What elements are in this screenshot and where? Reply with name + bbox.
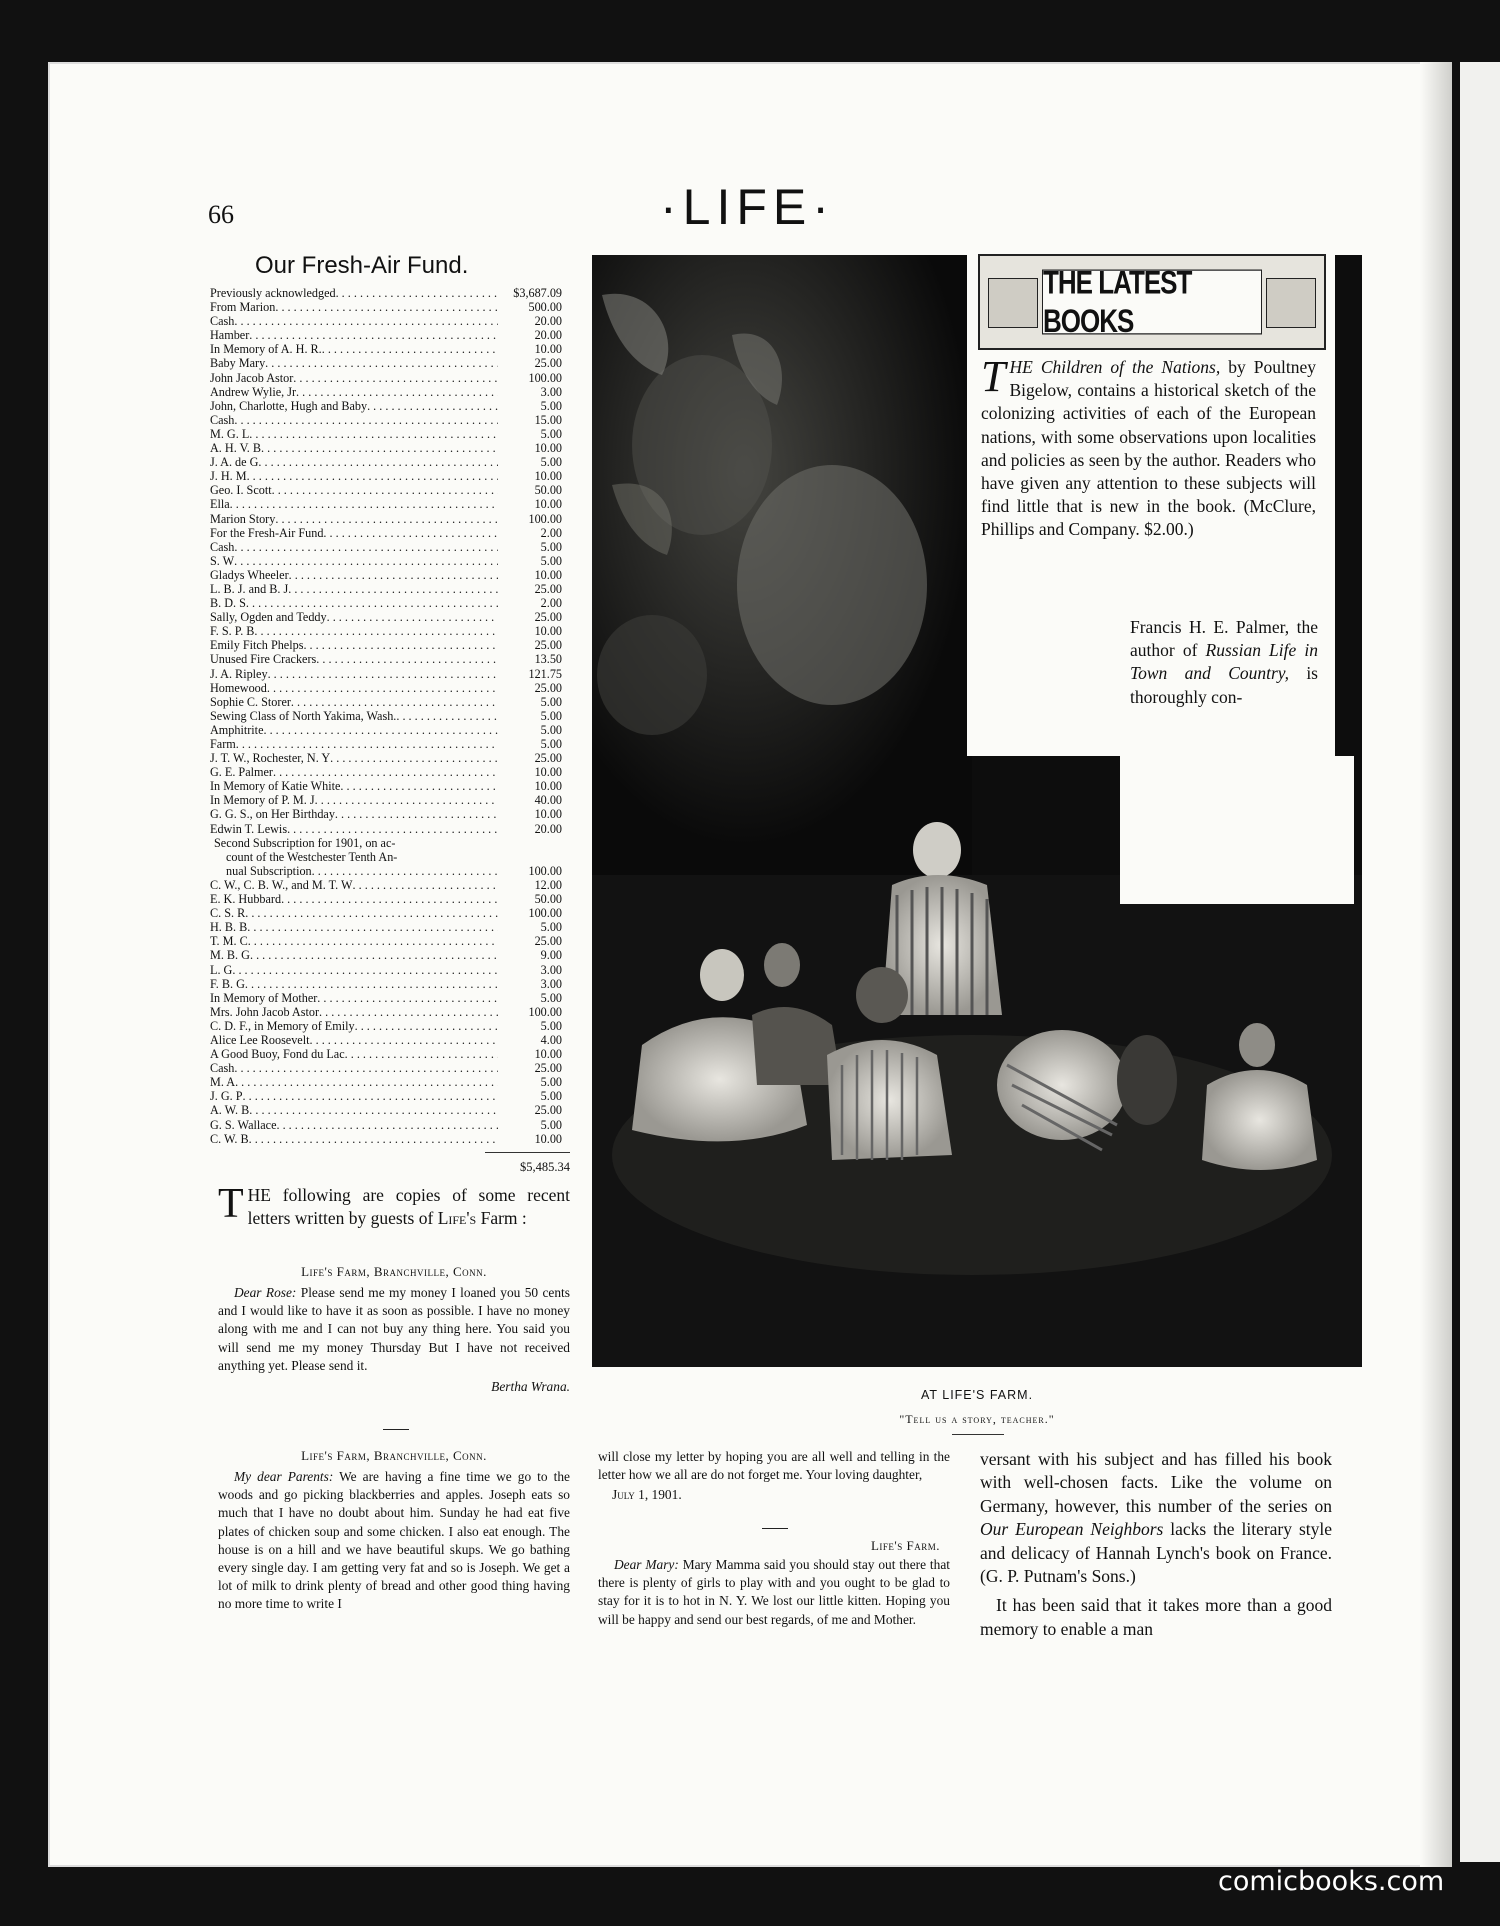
donor-name: A Good Buoy, Fond du Lac xyxy=(210,1047,345,1062)
donor-name: John Jacob Astor xyxy=(210,370,294,385)
fund-row xyxy=(210,300,562,314)
salutation: My dear Parents: xyxy=(234,1469,334,1484)
fund-row xyxy=(210,624,562,638)
donation-amount: 2.00 xyxy=(540,525,562,540)
review-text: lacks the literary style and delicacy of Hannah Lynch's book on France. (G. P. Putnam's Sons.) xyxy=(980,1519,1332,1587)
leader-dots xyxy=(249,328,498,342)
leader-dots xyxy=(258,455,498,469)
donation-amount: 12.00 xyxy=(534,877,562,892)
donor-name: B. D. S xyxy=(210,596,246,611)
leader-dots xyxy=(281,892,498,906)
fund-row xyxy=(210,934,562,948)
leader-dots xyxy=(303,638,498,652)
leader-dots xyxy=(263,723,498,737)
donation-amount: 25.00 xyxy=(534,638,562,653)
fund-row xyxy=(210,554,562,568)
letter-body xyxy=(218,1468,570,1614)
donation-amount: 25.00 xyxy=(534,581,562,596)
fund-row xyxy=(210,1047,562,1061)
review-text: is thoroughly con- xyxy=(1130,663,1318,707)
donor-name: G. G. S., on Her Birthday xyxy=(210,807,335,822)
fund-row xyxy=(210,1033,562,1047)
donor-name: Cash xyxy=(210,314,235,329)
donation-amount: 10.00 xyxy=(534,807,562,822)
fund-row xyxy=(210,342,562,356)
fund-list xyxy=(210,286,562,1146)
leader-dots xyxy=(396,709,498,723)
intro-tail: Farm : xyxy=(476,1208,527,1228)
donation-amount: 5.00 xyxy=(540,722,562,737)
fund-row xyxy=(210,314,562,328)
donation-amount: 25.00 xyxy=(534,934,562,949)
leader-dots xyxy=(296,385,498,399)
fund-row xyxy=(210,807,562,821)
donation-amount: 2.00 xyxy=(540,596,562,611)
donor-name: Farm xyxy=(210,737,236,751)
donation-amount: 5.00 xyxy=(540,737,562,751)
fund-row xyxy=(210,906,562,920)
books-column-bg xyxy=(1120,756,1354,904)
leader-dots xyxy=(336,286,498,300)
fund-row xyxy=(210,582,562,596)
fund-row xyxy=(210,737,562,751)
donation-amount: 5.00 xyxy=(540,920,562,935)
donation-amount: 5.00 xyxy=(540,990,562,1005)
leader-dots xyxy=(287,822,498,836)
donor-name: In Memory of Katie White xyxy=(210,779,341,794)
fund-row xyxy=(210,328,562,342)
fund-row xyxy=(210,681,562,695)
leader-dots xyxy=(275,512,498,526)
fund-row xyxy=(210,709,562,723)
leader-dots xyxy=(265,356,498,370)
donor-name: A. W. B xyxy=(210,1103,250,1118)
brand-life: Life's xyxy=(437,1208,477,1228)
fund-total: $5,485.34 xyxy=(520,1160,570,1174)
leader-dots xyxy=(249,1103,498,1117)
letter-text: Please send me my money I loaned you 50 cents and I would like to have it as soon as possible. I have no money along with me and I can not buy any thing here. You said you will send me my money Thursday But I have not received anything yet. Please send it. xyxy=(218,1285,570,1373)
donor-name: Sally, Ogden and Teddy xyxy=(210,610,327,625)
fund-row xyxy=(210,286,562,300)
leader-dots xyxy=(234,1061,498,1075)
donor-name: In Memory of A. H. R. xyxy=(210,342,322,357)
leader-dots xyxy=(355,1019,498,1033)
salutation: Dear Mary: xyxy=(614,1557,679,1572)
donor-name: T. M. C xyxy=(210,934,248,949)
fund-row xyxy=(210,695,562,709)
donation-amount: 50.00 xyxy=(534,483,562,498)
leader-dots xyxy=(235,1075,498,1089)
donor-name: G. S. Wallace xyxy=(210,1117,277,1132)
fund-row xyxy=(210,1103,562,1117)
leader-dots xyxy=(293,371,498,385)
signature: Bertha Wrana. xyxy=(491,1379,570,1395)
leader-dots xyxy=(232,963,498,977)
fund-row xyxy=(210,1019,562,1033)
fund-row xyxy=(210,920,562,934)
leader-dots xyxy=(247,469,498,483)
donor-name: Emily Fitch Phelps xyxy=(210,638,304,653)
leader-dots xyxy=(288,582,498,596)
fund-row xyxy=(210,1132,562,1146)
review-text: versant with his subject and has filled his book with well-chosen facts. Like the volume on Germany, however, this number of the series on xyxy=(980,1449,1332,1516)
letter-text: will close my letter by hoping you are all well and telling in the letter how we all are do not forget me. Your loving daughter, xyxy=(598,1449,950,1483)
fund-row xyxy=(210,540,562,554)
caption-rule xyxy=(952,1434,1004,1435)
donor-name: Previously acknowledged xyxy=(210,286,336,300)
photo-caption: AT LIFE'S FARM. xyxy=(920,1388,1034,1402)
donation-amount: 5.00 xyxy=(540,539,562,554)
donor-name: Sophie C. Storer xyxy=(210,694,291,709)
next-page-edge xyxy=(1460,62,1500,1862)
site-watermark: comicbooks.com xyxy=(1218,1866,1445,1897)
fund-row xyxy=(210,793,562,807)
leader-dots xyxy=(268,667,498,681)
donation-amount: 3.00 xyxy=(540,962,562,977)
fund-row xyxy=(210,779,562,793)
letter-text: We are having a fine time we go to the woods and go picking blackberries and apples. Joseph eats so much that I have no doubt about him. Sunday he had eat five plates of chicken soup and some chicken. I also eat enough. The house is on a hill and we have beautiful skups. We go bathing every single day. I am getting very fat and so is Joseph. We get a lot of milk to drink plenty of bread and other good thing having no more time to write I xyxy=(218,1469,570,1612)
fund-row xyxy=(210,1075,562,1089)
donor-name: C. S. R xyxy=(210,906,246,921)
leader-dots xyxy=(353,878,498,892)
donor-name: count of the Westchester Tenth An- xyxy=(226,849,398,864)
leader-dots xyxy=(315,793,498,807)
donor-name: In Memory of Mother xyxy=(210,990,318,1005)
fund-row xyxy=(210,977,562,991)
letter-text: Mary Mamma said you should stay out there that there is plenty of girls to play with and you ought to be glad to stay for it is to hot in N. Y. We lost our little kitten. Hoping you will be happy and send our best regards, of me and Mother. xyxy=(598,1557,950,1627)
leader-dots xyxy=(254,624,498,638)
leader-dots xyxy=(234,413,498,427)
leader-dots xyxy=(345,1047,498,1061)
fund-row xyxy=(210,356,562,370)
book-review-continuation xyxy=(980,1448,1332,1647)
leader-dots xyxy=(312,864,498,878)
donation-amount: 10.00 xyxy=(534,342,562,357)
open-book-icon xyxy=(988,278,1038,328)
fund-row xyxy=(210,1061,562,1075)
fund-row xyxy=(210,638,562,652)
fund-row xyxy=(210,483,562,497)
fund-title: Our Fresh-Air Fund. xyxy=(255,252,469,279)
leader-dots xyxy=(248,934,498,948)
donor-name: For the Fresh-Air Fund xyxy=(210,525,324,540)
donation-amount: 10.00 xyxy=(534,469,562,484)
banner-title: THE LATEST BOOKS xyxy=(1042,270,1262,335)
donor-name: Second Subscription for 1901, on ac- xyxy=(214,835,396,850)
leader-dots xyxy=(275,300,498,314)
donor-name: John, Charlotte, Hugh and Baby xyxy=(210,398,368,413)
letter-2 xyxy=(218,1448,570,1614)
fund-row xyxy=(210,413,562,427)
donor-name: Homewood xyxy=(210,680,267,695)
donor-name: Andrew Wylie, Jr xyxy=(210,384,297,399)
fund-row xyxy=(210,892,562,906)
leader-dots xyxy=(272,483,498,497)
leader-dots xyxy=(310,1033,499,1047)
leader-dots xyxy=(330,751,498,765)
leader-dots xyxy=(291,695,498,709)
dropcap: T xyxy=(981,352,1006,401)
donation-amount: 5.00 xyxy=(540,426,562,441)
leader-dots xyxy=(317,991,498,1005)
masthead: ·LIFE· xyxy=(660,179,835,235)
fund-row xyxy=(210,822,562,836)
donor-name: E. K. Hubbard xyxy=(210,892,282,907)
donation-amount: 4.00 xyxy=(540,1032,562,1047)
donor-name: G. E. Palmer xyxy=(210,765,273,780)
total-rule xyxy=(485,1152,570,1153)
donation-amount: 5.00 xyxy=(540,553,562,568)
donation-amount: 5.00 xyxy=(540,1018,562,1033)
donation-amount: 10.00 xyxy=(534,779,562,794)
leader-dots xyxy=(323,526,498,540)
donor-name: S. W xyxy=(210,553,235,568)
fund-row xyxy=(210,427,562,441)
leader-dots xyxy=(327,610,498,624)
review-paragraph: It has been said that it takes more than a good memory to enable a man xyxy=(980,1595,1332,1639)
salutation: Dear Rose: xyxy=(234,1285,297,1300)
donation-amount: 10.00 xyxy=(534,497,562,512)
donation-amount: 10.00 xyxy=(534,567,562,582)
book-title: HE Children of the Nations, xyxy=(1009,357,1221,377)
donor-name: Amphitrite xyxy=(210,722,264,737)
fund-note-line xyxy=(210,836,562,850)
photo-subcaption: "Tell us a story, teacher." xyxy=(899,1412,1055,1426)
donation-amount: 500.00 xyxy=(528,300,562,315)
donor-name: L. G xyxy=(210,962,233,977)
donor-name: Geo. I. Scott xyxy=(210,483,272,498)
separator xyxy=(383,1429,409,1430)
leader-dots xyxy=(335,807,498,821)
leader-dots xyxy=(261,441,498,455)
book-title: Russian Life in Town and Country, xyxy=(1130,640,1318,684)
donor-name: A. H. V. B xyxy=(210,441,262,456)
leader-dots xyxy=(234,554,498,568)
donor-name: nual Subscription xyxy=(226,863,312,878)
donation-amount: 10.00 xyxy=(534,1047,562,1062)
donation-amount: 5.00 xyxy=(540,1117,562,1132)
leader-dots xyxy=(249,1132,498,1146)
fund-row xyxy=(210,963,562,977)
donation-amount: 10.00 xyxy=(534,441,562,456)
leader-dots xyxy=(234,540,498,554)
donation-amount: 100.00 xyxy=(528,1004,562,1019)
review-text: by Poultney Bigelow, contains a historical sketch of the colonizing activities of each of the European nations, with some observations upon localities and policies as seen by the author. Readers who have given any attention to these subjects will find little that is new in the book. (McClure, Phillips and Company. $2.00.) xyxy=(981,357,1316,540)
letter-2-continuation xyxy=(598,1448,950,1505)
donation-amount: 5.00 xyxy=(540,694,562,709)
fund-row xyxy=(210,723,562,737)
fund-row xyxy=(210,455,562,469)
leader-dots xyxy=(243,1089,498,1103)
fund-row xyxy=(210,497,562,511)
donation-amount: 10.00 xyxy=(534,1131,562,1146)
donation-amount: 3.00 xyxy=(540,384,562,399)
donation-amount: 50.00 xyxy=(534,892,562,907)
donor-name: J. G. P xyxy=(210,1089,243,1104)
page-gutter xyxy=(1420,62,1452,1867)
donor-name: Mrs. John Jacob Astor xyxy=(210,1004,320,1019)
donation-amount: 100.00 xyxy=(528,511,562,526)
leader-dots xyxy=(367,399,498,413)
fund-row xyxy=(210,596,562,610)
donation-amount: 5.00 xyxy=(540,1075,562,1090)
fund-row xyxy=(210,652,562,666)
donation-amount: 20.00 xyxy=(534,314,562,329)
donation-amount: 5.00 xyxy=(540,455,562,470)
fund-row xyxy=(210,1089,562,1103)
leader-dots xyxy=(340,779,498,793)
leader-dots xyxy=(234,314,498,328)
leader-dots xyxy=(249,427,498,441)
book-review-2 xyxy=(1130,616,1318,709)
donor-name: In Memory of P. M. J xyxy=(210,793,315,808)
donor-name: J. A. Ripley xyxy=(210,666,268,681)
donor-name: M. A xyxy=(210,1075,236,1090)
donor-name: C. W. B xyxy=(210,1131,249,1146)
letter-1 xyxy=(218,1264,570,1395)
donor-name: Gladys Wheeler xyxy=(210,567,289,582)
donation-amount: 20.00 xyxy=(534,328,562,343)
fund-row xyxy=(210,948,562,962)
donation-amount: $3,687.09 xyxy=(513,286,562,300)
fund-row xyxy=(210,526,562,540)
donation-amount: 25.00 xyxy=(534,680,562,695)
leader-dots xyxy=(322,342,498,356)
leader-dots xyxy=(236,737,498,751)
letter-body xyxy=(218,1284,570,1375)
donation-amount: 9.00 xyxy=(540,948,562,963)
letter-3 xyxy=(598,1534,950,1629)
fund-note-line xyxy=(210,864,562,878)
page-number: 66 xyxy=(208,200,234,229)
donor-name: J. A. de G xyxy=(210,455,259,470)
donation-amount: 100.00 xyxy=(528,906,562,921)
letter-header: Life's Farm, Branchville, Conn. xyxy=(301,1264,487,1279)
donor-name: Unused Fire Crackers xyxy=(210,652,317,667)
dropcap: T xyxy=(218,1181,244,1227)
leader-dots xyxy=(230,497,498,511)
donor-name: M. B. G xyxy=(210,948,250,963)
donor-name: J. H. M xyxy=(210,469,247,484)
leader-dots xyxy=(246,596,498,610)
fund-row xyxy=(210,878,562,892)
leader-dots xyxy=(245,906,498,920)
donor-name: C. W., C. B. W., and M. T. W xyxy=(210,877,353,892)
donor-name: Marion Story xyxy=(210,511,276,526)
donor-name: Hamber xyxy=(210,328,250,343)
letter-header: Life's Farm. xyxy=(870,1538,940,1553)
donation-amount: 20.00 xyxy=(534,821,562,836)
donor-name: F. B. G xyxy=(210,976,245,991)
donation-amount: 25.00 xyxy=(534,356,562,371)
leader-dots xyxy=(247,920,498,934)
fund-row xyxy=(210,610,562,624)
donor-name: Edwin T. Lewis xyxy=(210,821,288,836)
separator xyxy=(762,1528,788,1529)
donor-name: Alice Lee Roosevelt xyxy=(210,1032,310,1047)
letter-header: Life's Farm, Branchville, Conn. xyxy=(301,1448,487,1463)
leader-dots xyxy=(319,1005,498,1019)
donation-amount: 25.00 xyxy=(534,1061,562,1076)
donor-name: Baby Mary xyxy=(210,356,266,371)
open-book-icon xyxy=(1266,278,1316,328)
letter-body xyxy=(598,1556,950,1629)
fund-row xyxy=(210,469,562,483)
donation-amount: 15.00 xyxy=(534,412,562,427)
donation-amount: 100.00 xyxy=(528,370,562,385)
fund-row xyxy=(210,568,562,582)
fund-row xyxy=(210,1118,562,1132)
leader-dots xyxy=(273,765,498,779)
donation-amount: 5.00 xyxy=(540,398,562,413)
donation-amount: 10.00 xyxy=(534,624,562,639)
letter-date: July 1, 1901. xyxy=(612,1487,682,1503)
review-text: Francis H. E. Palmer, the author of xyxy=(1130,617,1318,661)
donation-amount: 13.50 xyxy=(534,652,562,667)
donation-amount: 5.00 xyxy=(540,1089,562,1104)
fund-row xyxy=(210,751,562,765)
fund-row xyxy=(210,1005,562,1019)
fund-row xyxy=(210,991,562,1005)
donor-name: Cash xyxy=(210,412,235,427)
donation-amount: 25.00 xyxy=(534,610,562,625)
fund-row xyxy=(210,667,562,681)
fund-row xyxy=(210,765,562,779)
donation-amount: 3.00 xyxy=(540,976,562,991)
donation-amount: 100.00 xyxy=(528,863,562,878)
donation-amount: 25.00 xyxy=(534,751,562,766)
donor-name: Sewing Class of North Yakima, Wash. xyxy=(210,708,397,723)
donor-name: J. T. W., Rochester, N. Y xyxy=(210,751,331,766)
donor-name: From Marion xyxy=(210,300,276,315)
fund-row xyxy=(210,371,562,385)
donation-amount: 25.00 xyxy=(534,1103,562,1118)
leader-dots xyxy=(267,681,498,695)
leader-dots xyxy=(276,1118,498,1132)
leader-dots xyxy=(316,652,498,666)
donation-amount: 5.00 xyxy=(540,708,562,723)
leader-dots xyxy=(245,977,498,991)
intro-paragraph xyxy=(218,1181,570,1230)
donor-name: M. G. L xyxy=(210,426,250,441)
donor-name: C. D. F., in Memory of Emily xyxy=(210,1018,355,1033)
fund-row xyxy=(210,512,562,526)
latest-books-banner xyxy=(978,254,1326,350)
fund-note-line xyxy=(210,850,562,864)
leader-dots xyxy=(250,948,498,962)
donation-amount: 10.00 xyxy=(534,765,562,780)
fund-row xyxy=(210,385,562,399)
book-title: Our European Neighbors xyxy=(980,1519,1164,1540)
book-review-1 xyxy=(981,352,1316,542)
donor-name: Cash xyxy=(210,1061,235,1076)
review-paragraph xyxy=(980,1448,1332,1588)
intro-text: HE following are copies of some recent letters written by guests of xyxy=(247,1185,570,1228)
donor-name: H. B. B xyxy=(210,920,248,935)
donor-name: L. B. J. and B. J xyxy=(210,581,289,596)
leader-dots xyxy=(289,568,498,582)
fund-row xyxy=(210,441,562,455)
donor-name: Ella xyxy=(210,497,230,512)
donation-amount: 40.00 xyxy=(534,793,562,808)
fund-row xyxy=(210,399,562,413)
donation-amount: 121.75 xyxy=(528,666,562,681)
donor-name: F. S. P. B xyxy=(210,624,255,639)
donor-name: Cash xyxy=(210,539,235,554)
